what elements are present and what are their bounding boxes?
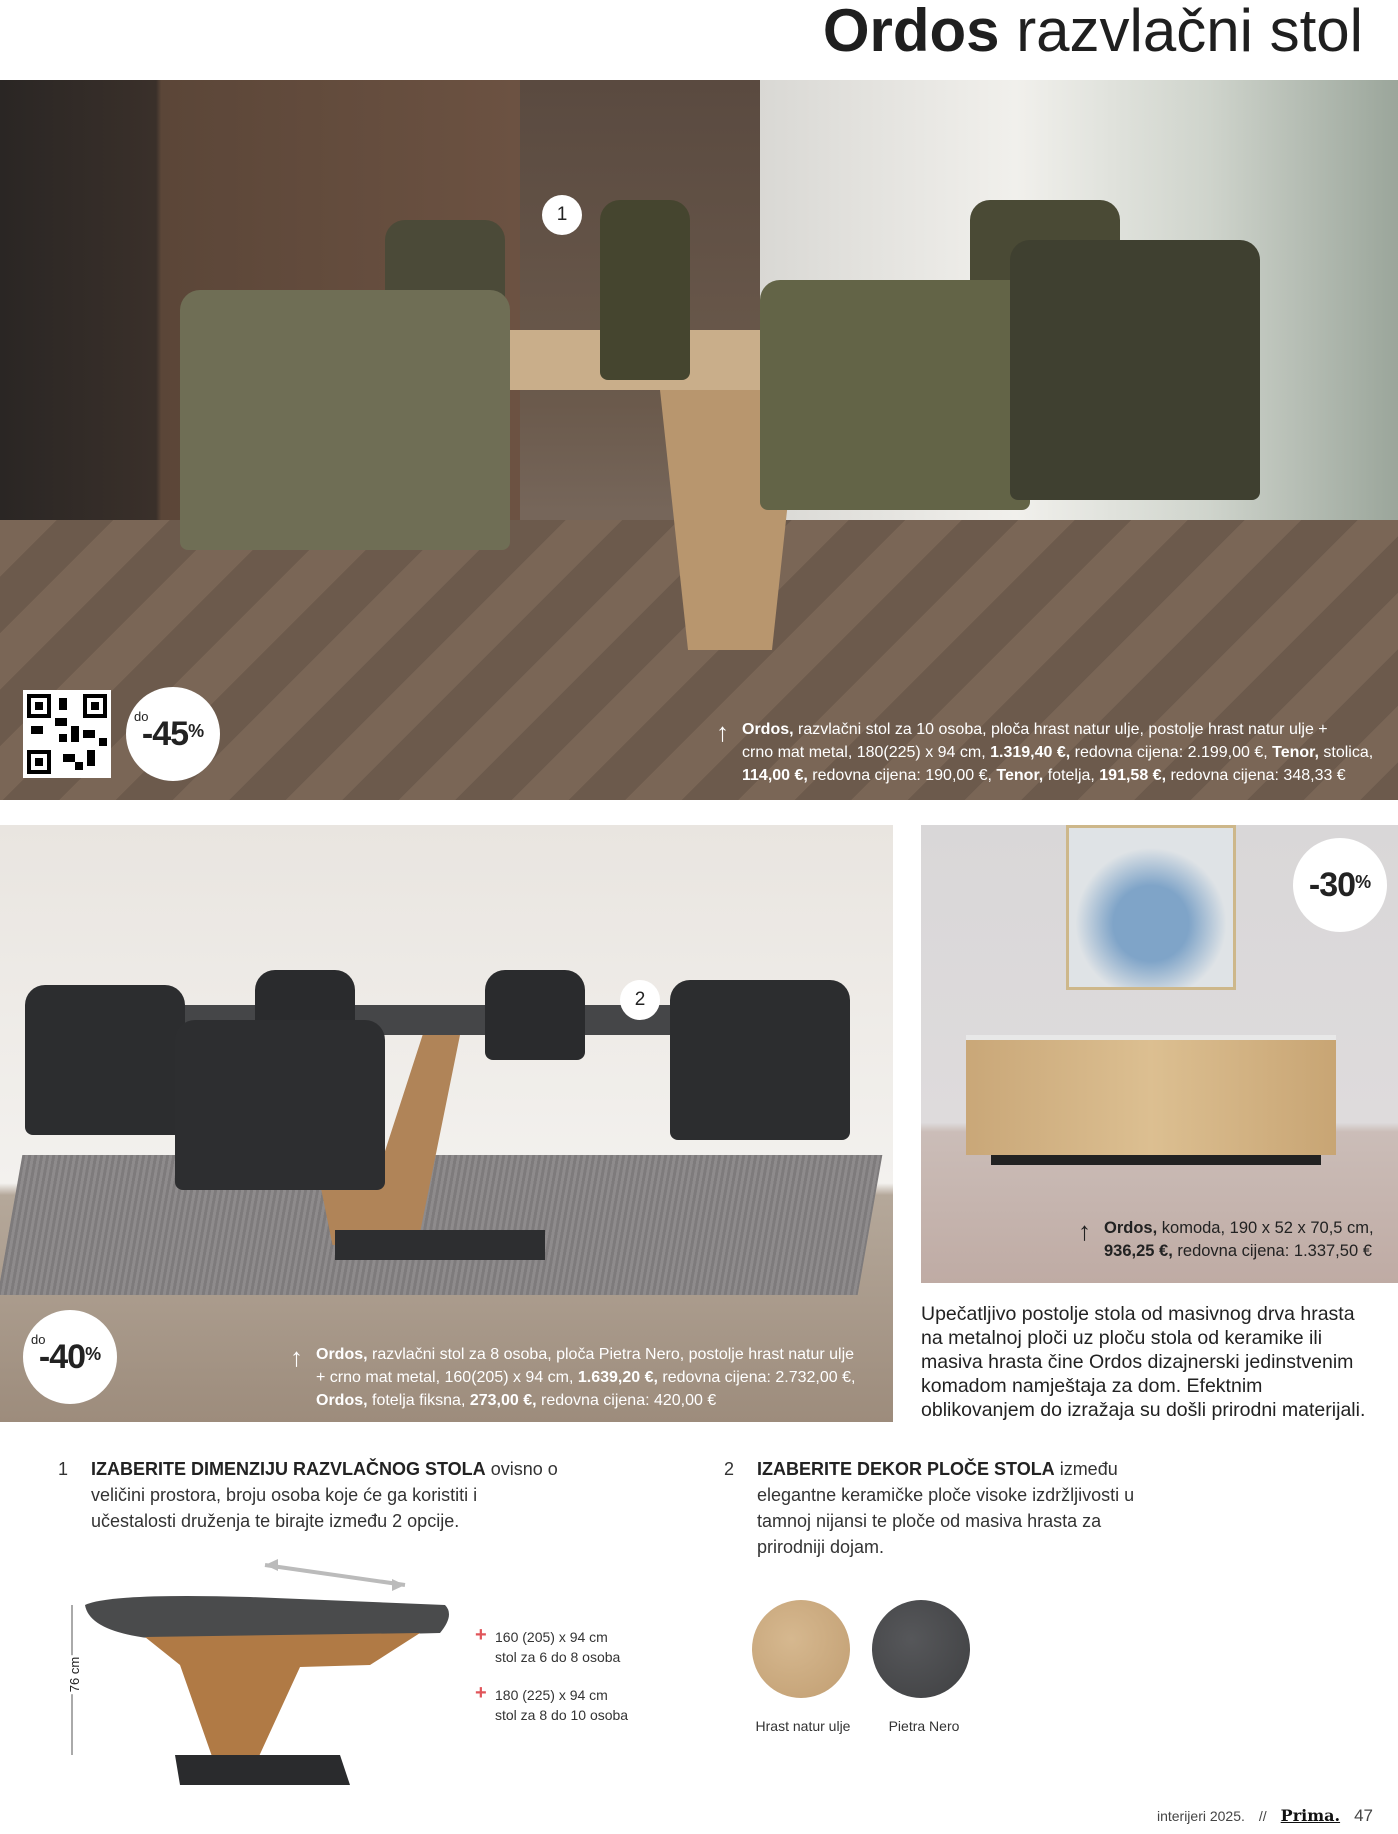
swatch-pietra-nero[interactable] <box>872 1600 970 1698</box>
product-marker-2: 2 <box>620 980 660 1020</box>
step-2-text: 2 IZABERITE DEKOR PLOČE STOLA između elegantne keramičke ploče visoke izdržljivosti u tamnoj nijansi te ploče od masiva hrasta za prirodniji dojam. <box>724 1459 1135 1557</box>
arrow-up-icon: ↑ <box>1078 1216 1091 1246</box>
height-label: 76 cm <box>67 1656 83 1693</box>
photo-ceramic-table <box>0 825 893 1422</box>
page-title: Ordos razvlačni stol <box>822 0 1363 64</box>
discount-badge-30: -30 % <box>1293 838 1387 932</box>
size-option-2: + 180 (225) x 94 cm stol za 8 do 10 osoba <box>475 1682 629 1723</box>
page-footer: interijeri 2025. // Prima. 47 <box>1156 1806 1373 1825</box>
description-paragraph: Upečatljivo postolje stola od masivnog drva hrasta na metalnoj ploči uz ploču stola od keramike ili masiva hrasta čine Ordos dizajnerski jedinstvenim komadom namještaja za dom. Efektnim oblikovanjem do izražaja su došli prirodni materijali. <box>921 1303 1366 1421</box>
swatch-label: Pietra Nero <box>888 1718 960 1734</box>
size-option-1: + 160 (205) x 94 cm stol za 6 do 8 osoba <box>475 1624 621 1665</box>
discount-badge-40: do -40 % <box>23 1310 117 1404</box>
page-number: 47 <box>1354 1806 1373 1825</box>
plus-icon: + <box>475 1682 487 1704</box>
extendable-table-diagram <box>50 1555 470 1795</box>
ceramic-table-caption: ↑ Ordos, razvlačni stol za 8 osoba, ploča Pietra Nero, postolje hrast natur ulje + crno mat metal, 160(205) x 94 cm, 1.639,20 €, redovna cijena: 2.732,00 €, Ordos, fotelja fiksna, 273,00 €, redovna cijena: 420,00 € <box>290 1342 856 1409</box>
swatch-label: Hrast natur ulje <box>755 1718 851 1734</box>
arrow-up-icon: ↑ <box>290 1342 303 1372</box>
step-1-text: 1 IZABERITE DIMENZIJU RAZVLAČNOG STOLA ovisno o veličini prostora, broju osoba koje će ga koristiti i učestalosti druženja te birajte između 2 opcije. <box>58 1459 558 1531</box>
discount-badge-45: do -45 % <box>126 687 220 781</box>
arrow-up-icon: ↑ <box>716 717 729 747</box>
hero-caption: ↑ Ordos, razvlačni stol za 10 osoba, ploča hrast natur ulje, postolje hrast natur ulje + crno mat metal, 180(225) x 94 cm, 1.319,40 €, redovna cijena: 2.199,00 €, Tenor, stolica, 114,00 €, redovna cijena: 190,00 €, Tenor, fotelja, 191,58 €, redovna cijena: 348,33 € <box>716 717 1374 784</box>
plus-icon: + <box>475 1624 487 1646</box>
product-marker-1: 1 <box>542 195 582 235</box>
qr-code[interactable] <box>23 690 111 778</box>
sideboard-caption: ↑ Ordos, komoda, 190 x 52 x 70,5 cm, 936,25 €, redovna cijena: 1.337,50 € <box>1078 1216 1374 1260</box>
brand-logo: Prima. <box>1280 1806 1341 1825</box>
swatch-hrast-natur[interactable] <box>752 1600 850 1698</box>
hero-photo-dining-table <box>0 80 1398 800</box>
